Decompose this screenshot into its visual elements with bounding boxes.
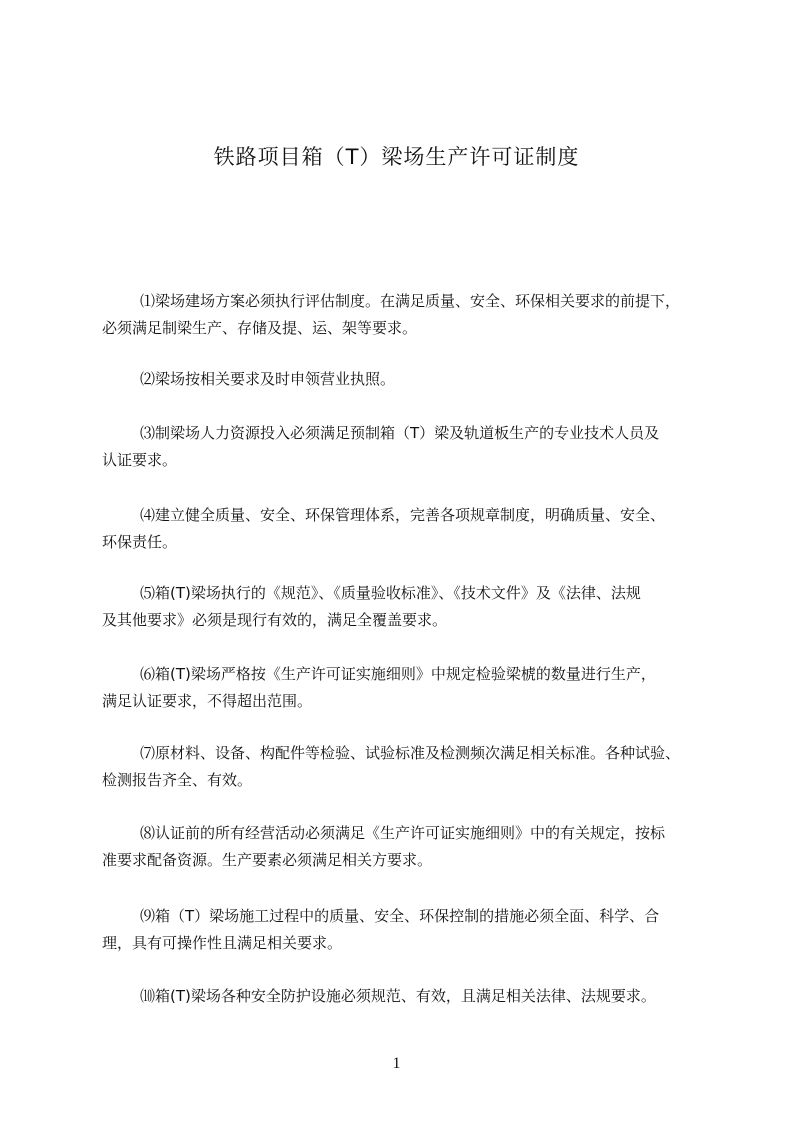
paragraph-2 (102, 366, 722, 393)
paragraph-10 (102, 983, 722, 1010)
paragraph-line: ⑸箱(T)梁场执行的《规范》、《质量验收标准》、《技术文件》及《法律、法规 (140, 584, 641, 602)
paragraph-line: ⑶制梁场人力资源投入必须满足预制箱（T）梁及轨道板生产的专业技术人员及 (140, 424, 660, 442)
page-title: 铁路项目箱（T）梁场生产许可证制度 (213, 145, 580, 169)
paragraph-line: 认证要求。 (102, 451, 178, 469)
paragraph-line: ⑺原材料、设备、构配件等检验、试验标准及检测频次满足相关标准。各种试验、 (140, 744, 681, 762)
paragraph-line: ⑵梁场按相关要求及时申领营业执照。 (140, 370, 396, 388)
paragraph-line: 准要求配备资源。生产要素必须满足相关方要求。 (102, 851, 433, 869)
paragraph-4 (102, 502, 722, 556)
paragraph-3 (102, 420, 722, 474)
paragraph-line: ⑽箱(T)梁场各种安全防护设施必须规范、有效，且满足相关法律、法规要求。 (140, 987, 656, 1005)
paragraph-5 (102, 580, 722, 634)
paragraph-1 (102, 288, 722, 342)
paragraph-line: ⑹箱(T)梁场严格按《生产许可证实施细则》中规定检验梁椃的数量进行生产， (140, 665, 656, 683)
paragraph-line: 理，具有可操作性且满足相关要求。 (102, 934, 343, 952)
paragraph-line: ⑴梁场建场方案必须执行评估制度。在满足质量、安全、环保相关要求的前提下， (140, 292, 681, 310)
page-number: 1 (392, 1055, 401, 1072)
paragraph-line: 环保责任。 (102, 533, 178, 551)
paragraph-line: 及其他要求》必须是现行有效的，满足全覆盖要求。 (102, 611, 448, 629)
paragraph-line: ⑻认证前的所有经营活动必须满足《生产许可证实施细则》中的有关规定，按标 (140, 824, 666, 842)
paragraph-line: ⑼箱（T）梁场施工过程中的质量、安全、环保控制的措施必须全面、科学、合 (140, 907, 660, 925)
paragraph-6 (102, 661, 722, 715)
paragraph-9 (102, 903, 722, 957)
paragraph-line: 满足认证要求，不得超出范围。 (102, 692, 313, 710)
paragraph-line: 必须满足制梁生产、存储及提、运、架等要求。 (102, 319, 418, 337)
paragraph-line: ⑷建立健全质量、安全、环保管理体系，完善各项规章制度，明确质量、安全、 (140, 506, 666, 524)
paragraph-7 (102, 740, 722, 794)
paragraph-line: 检测报告齐全、有效。 (102, 771, 253, 789)
paragraph-8 (102, 820, 722, 874)
